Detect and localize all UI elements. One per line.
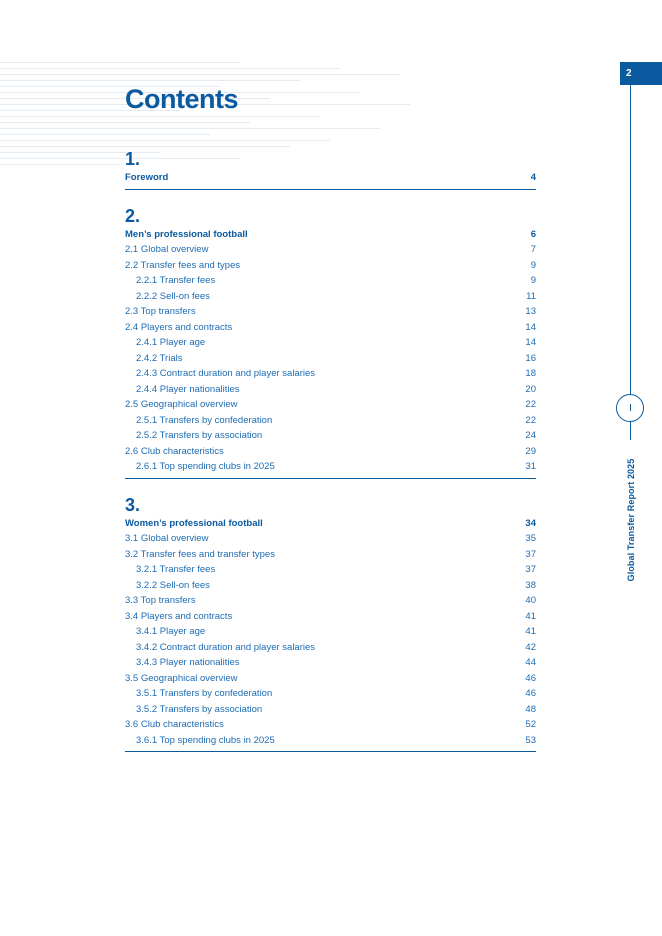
toc-entry-label: 2.2.2 Sell-on fees bbox=[136, 290, 210, 302]
toc-entry-label: 2.5.1 Transfers by confederation bbox=[136, 414, 273, 426]
toc-entry-page: 40 bbox=[525, 595, 536, 607]
toc-section-heading[interactable] bbox=[125, 516, 536, 532]
toc-entry[interactable] bbox=[125, 397, 536, 413]
toc-entry-label: 3.3 Top transfers bbox=[125, 595, 196, 607]
toc-entry-page: 35 bbox=[525, 533, 536, 545]
toc-entry-page: 9 bbox=[530, 275, 536, 287]
toc-entry-label: 2.6 Club characteristics bbox=[125, 445, 224, 457]
toc-entry-page: 22 bbox=[525, 414, 536, 426]
toc-entry-label: 3.4.1 Player age bbox=[136, 626, 206, 638]
toc-entry-page: 20 bbox=[525, 383, 536, 395]
toc-entry[interactable] bbox=[125, 413, 536, 429]
toc-entry-label: 3.5.2 Transfers by association bbox=[136, 703, 263, 715]
toc-entry[interactable] bbox=[125, 304, 536, 320]
toc-entry[interactable] bbox=[125, 258, 536, 274]
section-divider bbox=[125, 189, 536, 190]
toc-entry-label: 2.3 Top transfers bbox=[125, 306, 196, 318]
toc-entry-page: 46 bbox=[525, 672, 536, 684]
side-circle-tick bbox=[630, 404, 631, 411]
toc-entry-label: 2.4 Players and contracts bbox=[125, 321, 233, 333]
toc-entry[interactable] bbox=[125, 593, 536, 609]
toc-entry[interactable] bbox=[125, 578, 536, 594]
toc-entry[interactable] bbox=[125, 562, 536, 578]
toc-entry-label: 2.4.4 Player nationalities bbox=[136, 383, 240, 395]
toc-entry-page: 22 bbox=[525, 399, 536, 411]
side-rule-upper bbox=[630, 85, 631, 394]
toc-entry-label: Women’s professional football bbox=[125, 517, 263, 529]
toc-section-heading[interactable] bbox=[125, 227, 536, 243]
toc-entry[interactable] bbox=[125, 624, 536, 640]
toc-entry-page: 6 bbox=[530, 228, 536, 240]
page-title: Contents bbox=[125, 84, 238, 114]
toc-entry[interactable] bbox=[125, 547, 536, 563]
toc-entry-label: 2.5 Geographical overview bbox=[125, 399, 238, 411]
toc-entry-label: 2.2 Transfer fees and types bbox=[125, 259, 241, 271]
toc-entry-page: 4 bbox=[530, 172, 536, 184]
toc-entry[interactable] bbox=[125, 382, 536, 398]
toc-entry[interactable] bbox=[125, 289, 536, 305]
toc-entry-page: 11 bbox=[526, 290, 536, 302]
toc-entry[interactable] bbox=[125, 531, 536, 547]
toc-entry-page: 53 bbox=[525, 734, 536, 746]
toc-entry[interactable] bbox=[125, 273, 536, 289]
toc-section-2 bbox=[125, 205, 536, 479]
toc-entry-label: 3.1 Global overview bbox=[125, 533, 209, 545]
toc-entry-label: Men’s professional football bbox=[125, 228, 248, 240]
toc-entry-page: 42 bbox=[525, 641, 536, 653]
toc-entry-label: 3.2 Transfer fees and transfer types bbox=[125, 548, 275, 560]
toc-entry-label: 3.5 Geographical overview bbox=[125, 672, 238, 684]
toc-entry-label: 2.4.2 Trials bbox=[136, 352, 183, 364]
toc-entry-page: 37 bbox=[525, 548, 536, 560]
toc-entry-page: 29 bbox=[525, 445, 536, 457]
toc-entry-page: 37 bbox=[525, 564, 536, 576]
toc-entry-page: 31 bbox=[525, 461, 536, 473]
table-of-contents bbox=[125, 148, 536, 767]
section-number: 2. bbox=[125, 205, 141, 226]
toc-entry-page: 14 bbox=[525, 321, 536, 333]
toc-entry-label: 3.2.2 Sell-on fees bbox=[136, 579, 210, 591]
toc-entry[interactable] bbox=[125, 351, 536, 367]
section-divider bbox=[125, 751, 536, 752]
side-report-title: Global Transfer Report 2025 bbox=[626, 458, 636, 582]
toc-entry-page: 52 bbox=[525, 719, 536, 731]
toc-entry-page: 44 bbox=[525, 657, 536, 669]
toc-section-3 bbox=[125, 494, 536, 753]
section-divider bbox=[125, 478, 536, 479]
toc-entry[interactable] bbox=[125, 428, 536, 444]
toc-entry-label: 3.4.2 Contract duration and player salaries bbox=[136, 641, 316, 653]
toc-entry-page: 41 bbox=[525, 610, 536, 622]
toc-entry-label: 3.4.3 Player nationalities bbox=[136, 657, 240, 669]
toc-entry-page: 46 bbox=[525, 688, 536, 700]
toc-entry-label: Foreword bbox=[125, 172, 169, 184]
toc-entry-label: 3.5.1 Transfers by confederation bbox=[136, 688, 273, 700]
toc-entry-page: 14 bbox=[525, 337, 536, 349]
toc-section-heading[interactable] bbox=[125, 170, 536, 186]
toc-entry[interactable] bbox=[125, 733, 536, 749]
toc-entry[interactable] bbox=[125, 335, 536, 351]
toc-entry[interactable] bbox=[125, 242, 536, 258]
section-number: 1. bbox=[125, 149, 141, 169]
toc-entry[interactable] bbox=[125, 366, 536, 382]
section-number: 3. bbox=[125, 494, 141, 515]
toc-entry[interactable] bbox=[125, 686, 536, 702]
toc-entry-page: 38 bbox=[525, 579, 536, 591]
toc-entry[interactable] bbox=[125, 702, 536, 718]
toc-entry-page: 34 bbox=[525, 517, 536, 529]
toc-entry[interactable] bbox=[125, 717, 536, 733]
toc-entry-page: 9 bbox=[530, 259, 536, 271]
toc-entry-label: 2.4.3 Contract duration and player salaries bbox=[136, 368, 316, 380]
toc-entry-label: 2.5.2 Transfers by association bbox=[136, 430, 263, 442]
toc-entry[interactable] bbox=[125, 609, 536, 625]
page-number-badge: 2 bbox=[620, 62, 662, 85]
toc-entry-label: 2.6.1 Top spending clubs in 2025 bbox=[136, 461, 275, 473]
toc-entry[interactable] bbox=[125, 444, 536, 460]
toc-entry-label: 2.1 Global overview bbox=[125, 244, 209, 256]
toc-section-1 bbox=[125, 148, 536, 190]
toc-entry[interactable] bbox=[125, 459, 536, 475]
toc-entry[interactable] bbox=[125, 671, 536, 687]
toc-entry-page: 48 bbox=[525, 703, 536, 715]
toc-entry-label: 2.2.1 Transfer fees bbox=[136, 275, 216, 287]
toc-entry-page: 16 bbox=[525, 352, 536, 364]
toc-entry-label: 3.6 Club characteristics bbox=[125, 719, 224, 731]
toc-entry-page: 41 bbox=[525, 626, 536, 638]
toc-entry-label: 2.4.1 Player age bbox=[136, 337, 206, 349]
toc-entry-page: 24 bbox=[525, 430, 536, 442]
toc-entry[interactable] bbox=[125, 640, 536, 656]
toc-entry-label: 3.6.1 Top spending clubs in 2025 bbox=[136, 734, 275, 746]
toc-entry-page: 18 bbox=[525, 368, 536, 380]
toc-entry-page: 13 bbox=[525, 306, 536, 318]
toc-entry[interactable] bbox=[125, 655, 536, 671]
toc-entry-page: 7 bbox=[530, 244, 536, 256]
toc-entry[interactable] bbox=[125, 320, 536, 336]
toc-entry-label: 3.4 Players and contracts bbox=[125, 610, 233, 622]
toc-entry-label: 3.2.1 Transfer fees bbox=[136, 564, 216, 576]
